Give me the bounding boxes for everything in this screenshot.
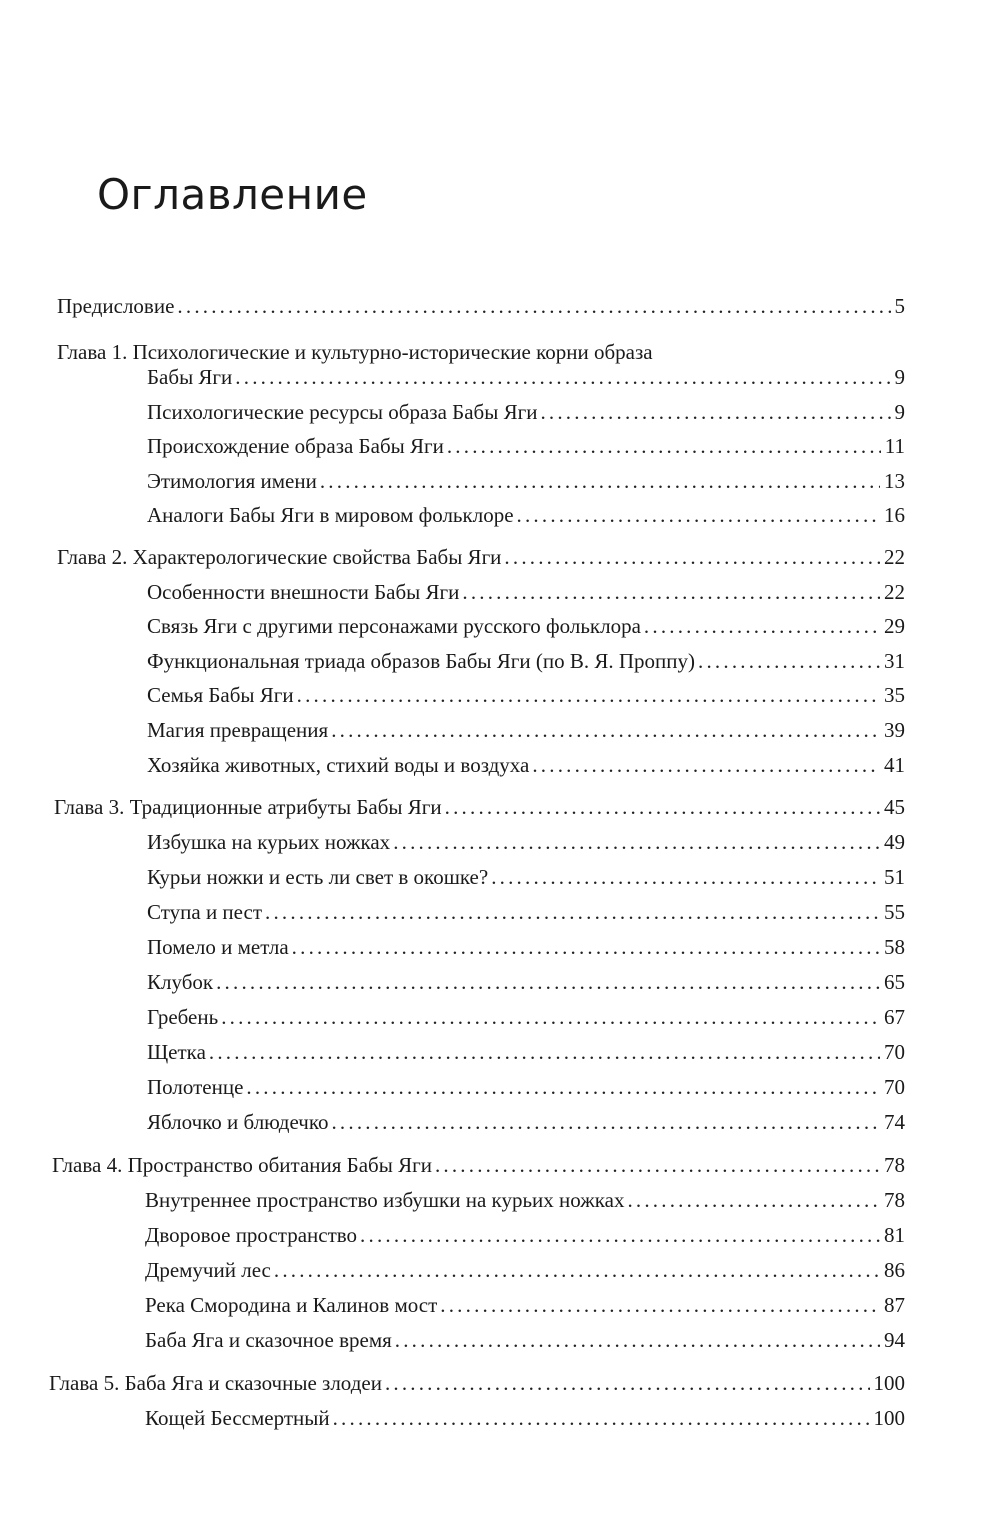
dot-leader: [395, 1324, 880, 1356]
toc-entry-label: Хозяйка животных, стихий воды и воздуха: [147, 753, 530, 777]
toc-chapter-1[interactable]: [147, 361, 905, 393]
dot-leader: [265, 896, 880, 928]
dot-leader: [532, 749, 880, 781]
dot-leader: [440, 1289, 880, 1321]
toc-entry-page: 100: [873, 1406, 905, 1430]
page-title: Оглавление: [97, 170, 368, 219]
toc-section[interactable]: [147, 465, 905, 497]
dot-leader: [333, 1402, 870, 1434]
toc-entry-label: Функциональная триада образов Бабы Яги (по В. Я. Проппу): [147, 649, 696, 673]
toc-entry-page: 22: [884, 545, 905, 569]
dot-leader: [435, 1149, 880, 1181]
toc-section[interactable]: [147, 610, 905, 642]
toc-chapter-5[interactable]: [49, 1367, 905, 1399]
toc-entry-label: Магия превращения: [147, 718, 329, 742]
toc-section[interactable]: [147, 749, 905, 781]
dot-leader: [447, 430, 881, 462]
dot-leader: [644, 610, 880, 642]
toc-entry-label: Щетка: [147, 1040, 206, 1064]
toc-entry-label: Глава 3. Традиционные атрибуты Бабы Яги: [54, 795, 442, 819]
toc-section[interactable]: [147, 499, 905, 531]
toc-section[interactable]: [147, 679, 905, 711]
toc-entry-page: 41: [884, 753, 905, 777]
toc-entry-page: 65: [884, 970, 905, 994]
toc-entry-page: 70: [884, 1040, 905, 1064]
toc-entry-label: Этимология имени: [147, 469, 317, 493]
dot-leader: [504, 541, 880, 573]
toc-section[interactable]: [147, 826, 905, 858]
toc-entry-label: Связь Яги с другими персонажами русского фольклора: [147, 614, 641, 638]
toc-section[interactable]: [147, 1071, 905, 1103]
toc-entry-page: 49: [884, 830, 905, 854]
dot-leader: [360, 1219, 880, 1251]
toc-section[interactable]: [147, 645, 905, 677]
toc-entry-label: Психологические ресурсы образа Бабы Яги: [147, 400, 538, 424]
toc-section[interactable]: [147, 576, 905, 608]
toc-section[interactable]: [147, 931, 905, 963]
dot-leader: [445, 791, 880, 823]
toc-entry-page: 29: [884, 614, 905, 638]
dot-leader: [246, 1071, 880, 1103]
toc-entry-page: 81: [884, 1223, 905, 1247]
toc-entry-page: 78: [884, 1188, 905, 1212]
toc-entry-label: Гребень: [147, 1005, 219, 1029]
toc-entry-preface[interactable]: [57, 290, 905, 322]
toc-entry-page: 94: [884, 1328, 905, 1352]
toc-entry-page: 70: [884, 1075, 905, 1099]
toc-entry-label: Избушка на курьих ножках: [147, 830, 391, 854]
toc-entry-page: 13: [884, 469, 905, 493]
dot-leader: [462, 576, 880, 608]
toc-entry-page: 86: [884, 1258, 905, 1282]
toc-entry-label: Дворовое пространство: [145, 1223, 358, 1247]
toc-entry-page: 51: [884, 865, 905, 889]
toc-entry-page: 45: [884, 795, 905, 819]
toc-section[interactable]: [145, 1219, 905, 1251]
toc-chapter-3[interactable]: [54, 791, 905, 823]
toc-entry-page: 31: [884, 649, 905, 673]
toc-entry-label: Клубок: [147, 970, 214, 994]
toc-entry-label: Бабы Яги: [147, 365, 233, 389]
toc-entry-label: Полотенце: [147, 1075, 244, 1099]
toc-entry-page: 9: [894, 400, 905, 424]
dot-leader: [177, 290, 890, 322]
toc-section[interactable]: [147, 1036, 905, 1068]
dot-leader: [517, 499, 880, 531]
toc-section[interactable]: [147, 430, 905, 462]
dot-leader: [627, 1184, 880, 1216]
toc-entry-page: 35: [884, 683, 905, 707]
toc-chapter-2[interactable]: [57, 541, 905, 573]
toc-section[interactable]: [145, 1324, 905, 1356]
toc-entry-page: 100: [873, 1371, 905, 1395]
toc-entry-page: 9: [894, 365, 905, 389]
dot-leader: [393, 826, 880, 858]
toc-entry-label: Семья Бабы Яги: [147, 683, 294, 707]
dot-leader: [209, 1036, 880, 1068]
toc-entry-label: Аналоги Бабы Яги в мировом фольклоре: [147, 503, 514, 527]
dot-leader: [385, 1367, 870, 1399]
toc-entry-page: 39: [884, 718, 905, 742]
toc-section[interactable]: [147, 1106, 905, 1138]
toc-entry-label: Помело и метла: [147, 935, 289, 959]
toc-chapter-1-title[interactable]: Глава 1. Психологические и культурно-исторические корни образа: [57, 340, 653, 364]
dot-leader: [320, 465, 880, 497]
dot-leader: [331, 1106, 880, 1138]
toc-section[interactable]: [147, 1001, 905, 1033]
toc-entry-label: Баба Яга и сказочное время: [145, 1328, 392, 1352]
toc-entry-label: Предисловие: [57, 294, 175, 318]
toc-section[interactable]: [147, 861, 905, 893]
toc-chapter-4[interactable]: [52, 1149, 905, 1181]
toc-section[interactable]: [145, 1254, 905, 1286]
toc-entry-label: Кощей Бессмертный: [145, 1406, 330, 1430]
toc-section[interactable]: [147, 896, 905, 928]
toc-entry-page: 5: [894, 294, 905, 318]
dot-leader: [540, 396, 890, 428]
toc-entry-label: Река Смородина и Калинов мост: [145, 1293, 438, 1317]
toc-entry-label: Ступа и пест: [147, 900, 263, 924]
dot-leader: [491, 861, 880, 893]
dot-leader: [292, 931, 880, 963]
toc-entry-page: 67: [884, 1005, 905, 1029]
toc-section[interactable]: [145, 1184, 905, 1216]
dot-leader: [698, 645, 880, 677]
toc-entry-page: 16: [884, 503, 905, 527]
toc-entry-page: 22: [884, 580, 905, 604]
toc-entry-label: Дремучий лес: [145, 1258, 271, 1282]
dot-leader: [235, 361, 890, 393]
toc-entry-label: Особенности внешности Бабы Яги: [147, 580, 460, 604]
toc-entry-label: Глава 2. Характерологические свойства Бабы Яги: [57, 545, 502, 569]
toc-section[interactable]: [145, 1402, 905, 1434]
dot-leader: [221, 1001, 880, 1033]
toc-section[interactable]: [145, 1289, 905, 1321]
toc-entry-label: Глава 5. Баба Яга и сказочные злодеи: [49, 1371, 382, 1395]
dot-leader: [216, 966, 880, 998]
dot-leader: [297, 679, 880, 711]
toc-entry-label: Курьи ножки и есть ли свет в окошке?: [147, 865, 489, 889]
toc-entry-page: 11: [884, 434, 905, 458]
toc-section[interactable]: [147, 714, 905, 746]
toc-section[interactable]: [147, 966, 905, 998]
toc-entry-page: 78: [884, 1153, 905, 1177]
toc-entry-page: 55: [884, 900, 905, 924]
toc-entry-label: Яблочко и блюдечко: [147, 1110, 329, 1134]
toc-entry-page: 87: [884, 1293, 905, 1317]
toc-entry-page: 58: [884, 935, 905, 959]
dot-leader: [274, 1254, 880, 1286]
toc-entry-label: Внутреннее пространство избушки на курьих ножках: [145, 1188, 625, 1212]
toc-section[interactable]: [147, 396, 905, 428]
toc-entry-label: Глава 4. Пространство обитания Бабы Яги: [52, 1153, 432, 1177]
dot-leader: [331, 714, 880, 746]
toc-entry-label: Происхождение образа Бабы Яги: [147, 434, 444, 458]
toc-entry-page: 74: [884, 1110, 905, 1134]
